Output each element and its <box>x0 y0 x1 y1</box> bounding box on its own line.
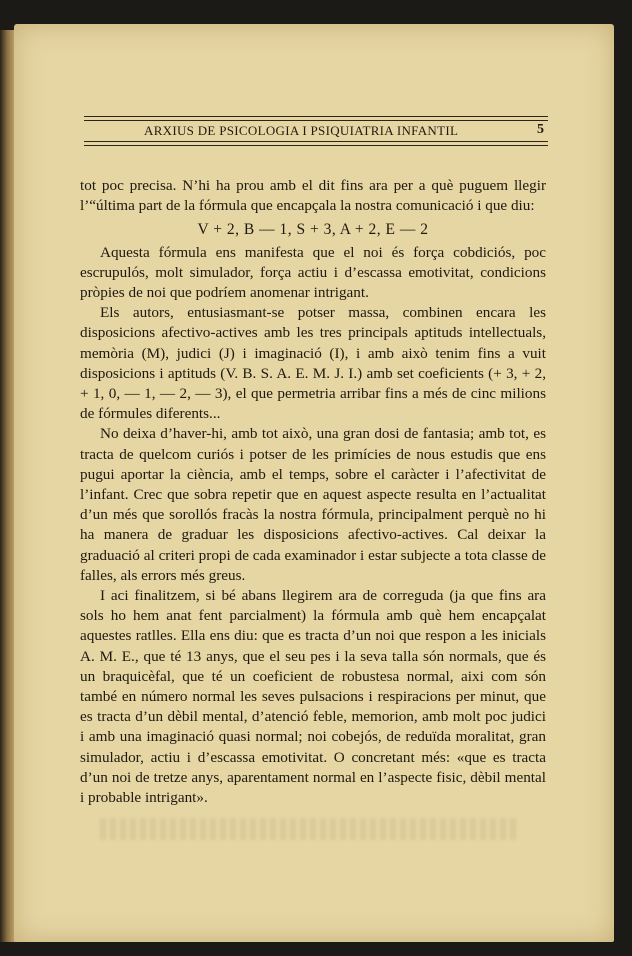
bleed-through-text <box>100 818 520 840</box>
page-number: 5 <box>537 122 544 137</box>
paragraph: Els autors, entusiasmant-se potser massa, combinen encara les disposicions afectivo-actives amb les tres principals aptituds intellectuals, memòria (M), judici (J) i imaginació (I), i amb això tenim fins a vuit disposicions i aptituds (V. B. S. A. E. M. J. I.) amb set coeficients (+ 3, + 2, + 1, 0, — 1, — 2, — 3), el que permetria arribar fins a més de cinc milions de fórmules diferents... <box>80 304 546 423</box>
body-text <box>80 176 546 808</box>
paragraph: Aquesta fórmula ens manifesta que el noi és força cobdiciós, poc escrupulós, molt simulador, força actiu i d’escassa emotivitat, condicions pròpies de noi que podríem anomenar intrigant. <box>80 243 546 302</box>
paragraph-continuation: tot poc precisa. N’hi ha prou amb el dit fins ara per a què puguem llegir l’“última part de la fórmula que encapçala la nostra comunicació i que diu: <box>80 177 546 215</box>
paragraph: No deixa d’haver-hi, amb tot això, una gran dosi de fantasia; amb tot, es tracta de quelcom curiós i potser de les primícies de nous estudis que ens pugui aportar la ciència, amb el temps, sobre el caràcter i l’afectivitat de l’infant. Crec que sobra repetir que en aquest aspecte resulta en l’actualitat d’un més que sorollós fracàs la nostra fórmula, principalment perquè no hi ha manera de graduar les disposicions afectivo-actives. Cal deixar la graduació al criteri propi de cada examinador i estar subjecte a tota classe de falles, als errors més greus. <box>80 425 546 584</box>
running-header <box>84 120 548 142</box>
formula-line: V + 2, B — 1, S + 3, A + 2, E — 2 <box>197 221 429 239</box>
running-title: ARXIUS DE PSICOLOGIA I PSIQUIATRIA INFANTIL <box>144 123 459 138</box>
paragraph: I aci finalitzem, si bé abans llegirem ara de correguda (ja que fins ara sols ho hem anat fent parcialment) la fórmula amb què hem encapçalat aquestes ratlles. Ella ens diu: que es tracta d’un noi que respon a les inicials A. M. E., que té 13 anys, que el seu pes i la seva talla són normals, que és un braquicèfal, que té un coeficient de robustesa normal, aixi com són també en número normal les seves pulsacions i respiracions per minut, que es tracta d’un dèbil mental, d’atenció feble, memorion, amb molt poc judici i amb una imaginació quasi normal; noi cobejós, de reduïda moralitat, gran simulador, actiu i d’escassa emotivitat. O concretant més: «que es tracta d’un noi de tretze anys, aparentament normal en l’aspecte fisic, dèbil mental i probable intrigant». <box>80 587 546 807</box>
